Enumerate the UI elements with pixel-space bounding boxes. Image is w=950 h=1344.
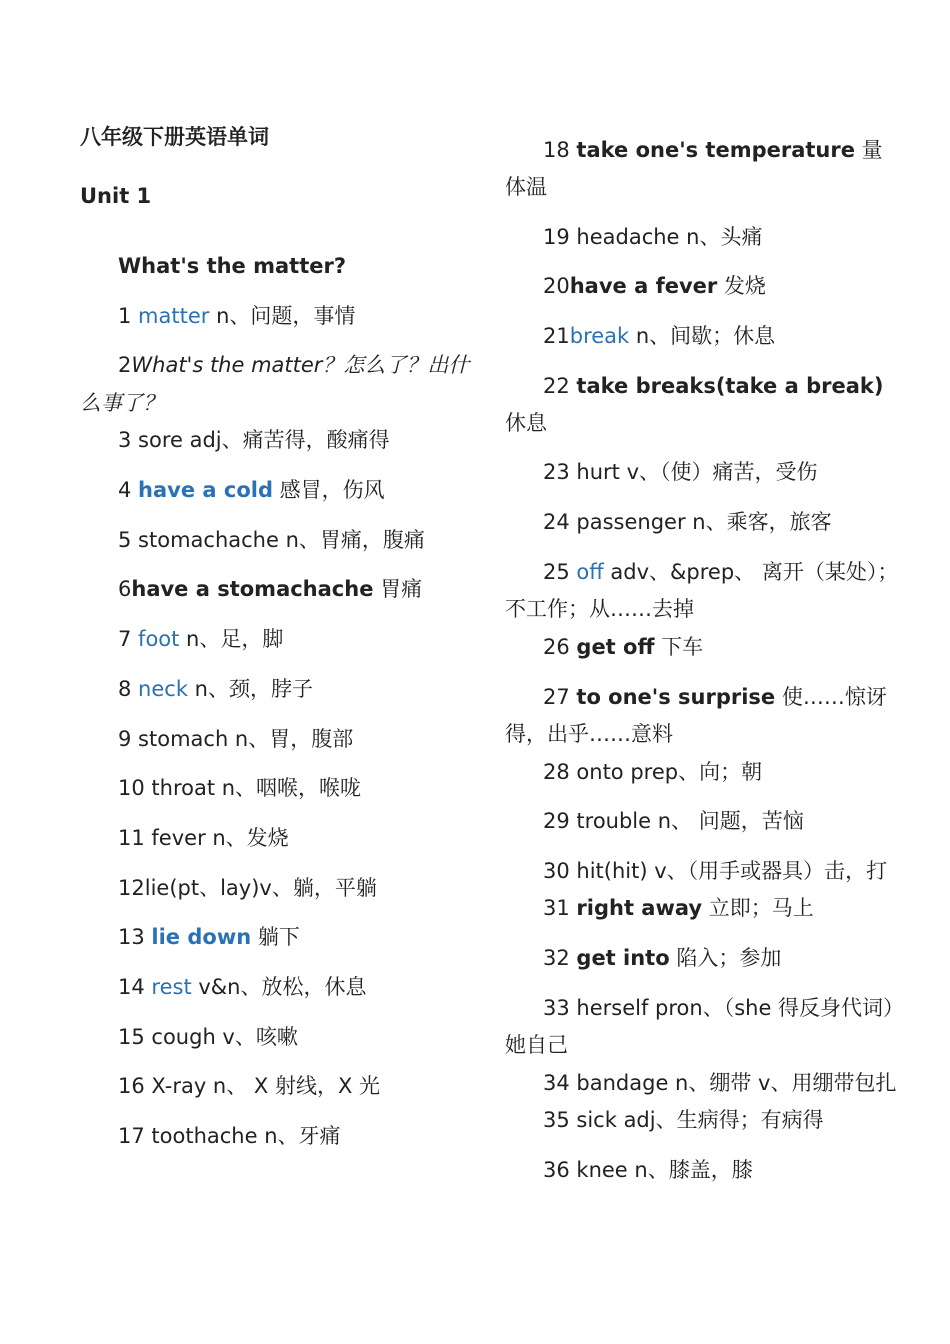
vocab-entry — [80, 621, 480, 658]
entry-term: rest — [151, 974, 192, 999]
entry-term: stomach n、胃，腹部 — [138, 726, 354, 751]
entry-definition: 休息 — [505, 410, 547, 435]
vocab-entry — [80, 1068, 480, 1105]
vocab-entry — [80, 1118, 480, 1155]
vocab-entry — [505, 268, 900, 305]
entry-term: fever n、发烧 — [151, 825, 289, 850]
entry-definition: 躺下 — [251, 925, 300, 950]
entry-term: neck — [138, 676, 188, 701]
entry-definition: adv、&prep、 离开（某处）；不工作；从……去掉 — [505, 559, 899, 622]
vocab-entry — [505, 853, 900, 891]
vocab-entry — [505, 754, 900, 791]
entry-term: X-ray n、 X 射线，X 光 — [151, 1074, 381, 1099]
vocab-entry — [505, 890, 900, 927]
entry-term: herself pron、（she 得反身代词）她自己 — [505, 995, 894, 1058]
entry-definition: 发烧 — [717, 274, 766, 299]
entry-number: 23 — [543, 460, 577, 485]
entry-number: 14 — [118, 974, 152, 999]
entry-term: lie(pt、lay)v、躺，平躺 — [144, 875, 377, 900]
vocab-entry — [505, 990, 900, 1065]
entry-number: 21 — [543, 324, 570, 349]
entry-term: take breaks(take a break) — [576, 373, 884, 398]
entry-number: 33 — [543, 995, 577, 1020]
entry-term: foot — [138, 627, 180, 652]
vocab-entry — [505, 554, 900, 629]
entry-definition: n、足，脚 — [179, 627, 284, 652]
vocab-entry — [80, 770, 480, 807]
vocab-entry — [80, 919, 480, 956]
vocab-entry — [80, 472, 480, 509]
vocab-entry — [80, 820, 480, 857]
vocab-entry — [505, 1102, 900, 1139]
entry-number: 34 — [543, 1070, 577, 1095]
entry-term: sore adj、痛苦得，酸痛得 — [138, 428, 390, 453]
entry-term: cough v、咳嗽 — [151, 1024, 298, 1049]
document-title: 八年级下册英语单词 — [80, 125, 269, 149]
entry-number: 35 — [543, 1108, 577, 1133]
entry-definition: 陷入；参加 — [669, 946, 782, 971]
entry-definition: n、颈，脖子 — [187, 676, 313, 701]
entry-number: 26 — [543, 634, 577, 659]
vocab-entry — [505, 1152, 900, 1189]
entry-term: onto prep、向；朝 — [576, 759, 763, 784]
entry-definition: 立即；马上 — [702, 896, 814, 921]
vocab-entry — [80, 1019, 480, 1056]
entry-number: 4 — [118, 478, 139, 503]
entry-definition: n、问题，事情 — [209, 303, 356, 328]
vocab-entry — [80, 522, 480, 559]
vocab-entry — [80, 347, 480, 422]
entry-term: take one's temperature — [576, 138, 855, 162]
vocab-list-right — [505, 132, 900, 1189]
left-column — [80, 118, 480, 1168]
entry-number: 7 — [118, 627, 139, 652]
entry-number: 3 — [118, 428, 139, 453]
entry-number: 29 — [543, 809, 577, 834]
right-column — [505, 132, 900, 1202]
vocab-list-left — [80, 298, 480, 1155]
vocab-entry — [505, 679, 900, 754]
entry-number: 20 — [543, 274, 570, 299]
entry-number: 28 — [543, 759, 577, 784]
vocab-entry — [505, 504, 900, 541]
entry-number: 6 — [118, 577, 132, 602]
entry-term: to one's surprise — [576, 684, 776, 709]
entry-number: 5 — [118, 527, 139, 552]
entry-term: trouble n、 问题，苦恼 — [576, 809, 804, 834]
entry-definition: 感冒，伤风 — [273, 478, 385, 503]
entry-term: toothache n、牙痛 — [151, 1124, 341, 1148]
entry-number: 16 — [118, 1074, 152, 1099]
entry-term: have a cold — [138, 478, 273, 503]
entry-term: break — [569, 324, 630, 349]
vocab-entry — [80, 298, 480, 335]
entry-definition: v&n、放松，休息 — [191, 974, 367, 999]
entry-term: get off — [576, 634, 655, 659]
entry-term: bandage n、绷带 v、用绷带包扎 — [576, 1070, 897, 1095]
vocab-entry — [80, 870, 480, 907]
entry-term: matter — [138, 303, 210, 328]
vocab-entry — [80, 571, 480, 608]
section-title: What's the matter? — [118, 254, 347, 278]
entry-term: throat n、咽喉，喉咙 — [151, 776, 362, 801]
entry-number: 24 — [543, 510, 577, 535]
vocab-entry — [80, 969, 480, 1006]
entry-term: lie down — [151, 925, 252, 950]
entry-definition: 量体温 — [505, 138, 883, 199]
entry-term: stomachache n、胃痛，腹痛 — [138, 527, 425, 552]
vocab-entry — [505, 803, 900, 840]
entry-term: right away — [576, 896, 703, 921]
entry-definition: 胃痛 — [373, 577, 423, 602]
entry-number: 11 — [118, 825, 152, 850]
entry-term: What's the matter？怎么了？出什么事了？ — [80, 353, 470, 415]
entry-term: have a stomachache — [131, 577, 374, 602]
entry-number: 18 — [543, 138, 577, 162]
entry-number: 15 — [118, 1024, 152, 1049]
entry-definition: n、间歇；休息 — [629, 324, 776, 349]
entry-term: sick adj、生病得；有病得 — [576, 1108, 824, 1133]
entry-number: 19 — [543, 224, 577, 249]
entry-number: 13 — [118, 925, 152, 950]
vocab-entry — [80, 671, 480, 708]
vocab-entry — [505, 940, 900, 977]
entry-number: 12 — [118, 875, 145, 900]
entry-number: 1 — [118, 303, 139, 328]
entry-number: 17 — [118, 1124, 152, 1148]
entry-number: 32 — [543, 946, 577, 971]
vocab-entry — [505, 454, 900, 491]
vocab-entry — [505, 1065, 900, 1103]
entry-number: 10 — [118, 776, 152, 801]
entry-term: have a fever — [569, 274, 718, 299]
entry-number: 8 — [118, 676, 139, 701]
entry-number: 31 — [543, 896, 577, 921]
vocab-entry — [505, 132, 900, 206]
entry-definition: 下车 — [654, 634, 704, 659]
vocab-entry — [80, 422, 480, 459]
vocab-entry — [505, 368, 900, 442]
entry-term: headache n、头痛 — [576, 224, 763, 249]
entry-number: 27 — [543, 684, 577, 709]
entry-term: hit(hit) v、（用手或器具）击，打 — [576, 858, 888, 883]
entry-number: 36 — [543, 1157, 577, 1182]
vocab-entry — [80, 721, 480, 758]
entry-term: get into — [576, 946, 670, 971]
unit-title: Unit 1 — [80, 184, 152, 208]
entry-number: 9 — [118, 726, 139, 751]
entry-number: 2 — [118, 353, 132, 378]
entry-term: off — [576, 559, 604, 584]
entry-definition: 使……惊讶得，出乎……意料 — [505, 684, 887, 746]
vocab-entry — [505, 629, 900, 666]
entry-number: 22 — [543, 373, 577, 398]
vocab-entry — [505, 219, 900, 256]
entry-term: hurt v、（使）痛苦，受伤 — [576, 460, 818, 485]
entry-number: 25 — [543, 559, 577, 584]
entry-number: 30 — [543, 858, 577, 883]
vocab-entry — [505, 318, 900, 355]
entry-term: knee n、膝盖，膝 — [576, 1157, 753, 1182]
entry-term: passenger n、乘客，旅客 — [576, 510, 832, 535]
